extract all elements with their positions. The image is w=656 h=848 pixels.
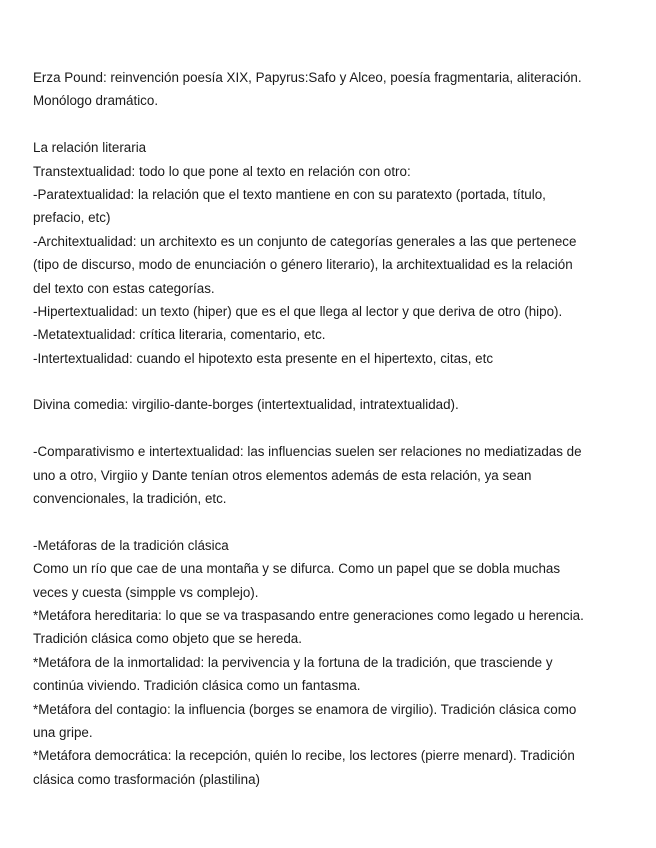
paragraph-metaforas (33, 534, 633, 791)
text-line: -Intertextualidad: cuando el hipotexto esta presente en el hipertexto, citas, etc (33, 350, 494, 366)
paragraph-gap (33, 510, 633, 533)
text-line: Tradición clásica como objeto que se hereda. (33, 631, 302, 647)
text-line: veces y cuesta (simpple vs complejo). (33, 584, 259, 600)
text-line: (tipo de discurso, modo de enunciación o género literario), la architextualidad es la relación (33, 257, 573, 273)
text-line: Divina comedia: virgilio-dante-borges (intertextualidad, intratextualidad). (33, 397, 459, 413)
text-line: Erza Pound: reinvención poesía XIX, Papyrus:Safo y Alceo, poesía fragmentaria, aliteración. (33, 70, 582, 85)
text-line: *Metáfora de la inmortalidad: la pervivencia y la fortuna de la tradición, que trasciende y (33, 654, 553, 670)
text-line: prefacio, etc) (33, 210, 111, 226)
text-line: continúa viviendo. Tradición clásica como un fantasma. (33, 678, 361, 694)
text-line: -Comparativismo e intertextualidad: las influencias suelen ser relaciones no mediatizadas de (33, 444, 582, 460)
paragraph-gap (33, 113, 633, 136)
text-line: *Metáfora del contagio: la influencia (borges se enamora de virgilio). Tradición clásica como (33, 701, 577, 717)
text-line: -Hipertextualidad: un texto (hiper) que es el que llega al lector y que deriva de otro (hipo). (33, 303, 563, 319)
paragraph-pound (33, 66, 633, 113)
text-line: -Architextualidad: un architexto es un conjunto de categorías generales a las que pertenece (33, 233, 577, 249)
document-page (33, 66, 633, 791)
text-line: Como un río que cae de una montaña y se difurca. Como un papel que se dobla muchas (33, 561, 561, 577)
text-line: convencionales, la tradición, etc. (33, 491, 227, 507)
paragraph-gap (33, 417, 633, 440)
section-heading: La relación literaria (33, 140, 147, 156)
paragraph-comparativismo (33, 440, 633, 510)
paragraph-relacion-literaria (33, 136, 633, 370)
section-heading: -Metáforas de la tradición clásica (33, 537, 229, 553)
text-line: clásica como trasformación (plastilina) (33, 771, 260, 787)
text-line: -Paratextualidad: la relación que el texto mantiene en con su paratexto (portada, título, (33, 186, 546, 202)
paragraph-divina-comedia (33, 393, 633, 416)
text-line: uno a otro, Virgiio y Dante tenían otros elementos además de esta relación, ya sean (33, 467, 532, 483)
text-line: del texto con estas categorías. (33, 280, 215, 296)
text-line: Transtextualidad: todo lo que pone al texto en relación con otro: (33, 163, 411, 179)
text-line: *Metáfora hereditaria: lo que se va traspasando entre generaciones como legado u herencia. (33, 607, 584, 623)
paragraph-gap (33, 370, 633, 393)
text-line: *Metáfora democrática: la recepción, quién lo recibe, los lectores (pierre menard). Tradición (33, 748, 575, 764)
text-line: Monólogo dramático. (33, 93, 159, 109)
text-line: -Metatextualidad: crítica literaria, comentario, etc. (33, 327, 326, 343)
text-line: una gripe. (33, 724, 93, 740)
